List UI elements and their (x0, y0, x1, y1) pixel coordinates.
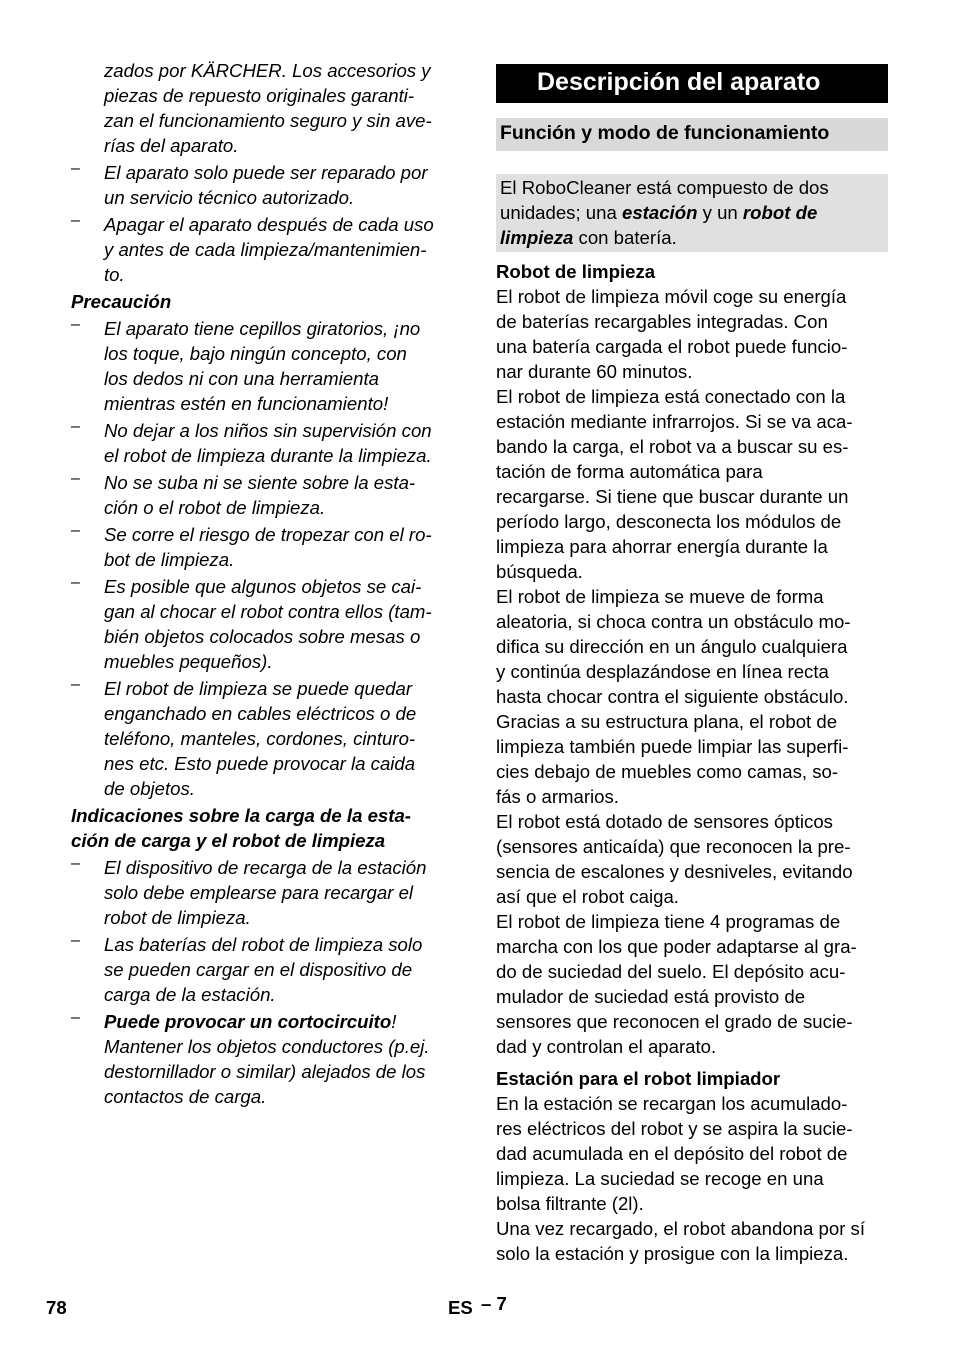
dash-marker: – (71, 316, 80, 333)
text-line: solo debe emplearse para recargar el (104, 882, 414, 903)
list-item (71, 855, 463, 930)
text-line: rías del aparato. (104, 135, 239, 156)
text-line: En la estación se recargan los acumulado- (496, 1093, 848, 1114)
text-line: Una vez recargado, el robot abandona por sí (496, 1218, 866, 1239)
station-paragraphs (496, 1091, 888, 1266)
dash-marker: – (71, 212, 80, 229)
text-line: El robot de limpieza móvil coge su energía (496, 286, 847, 307)
text-line: fás o armarios. (496, 786, 619, 807)
text-line: No se suba ni se siente sobre la esta- (104, 472, 416, 493)
text-line: aleatoria, si choca contra un obstáculo mo- (496, 611, 851, 632)
warning-bold: Puede provocar un cortocircuito (104, 1011, 392, 1032)
text-line: bién objetos colocados sobre mesas o (104, 626, 421, 647)
text-line: destornillador o similar) alejados de los (104, 1061, 426, 1082)
text-line: El aparato tiene cepillos giratorios, ¡no (104, 318, 421, 339)
list-item (71, 418, 463, 468)
text-line: unidades; una estación y un robot de (500, 202, 818, 223)
text-line: bot de limpieza. (104, 549, 235, 570)
dash-marker: – (71, 1009, 80, 1026)
text-line: recargarse. Si tiene que buscar durante un (496, 486, 849, 507)
text-line: (sensores anticaída) que reconocen la pre- (496, 836, 851, 857)
text-line: El dispositivo de recarga de la estación (104, 857, 427, 878)
section-title: Descripción del aparato (496, 64, 888, 103)
text-line: el robot de limpieza durante la limpieza. (104, 445, 432, 466)
dash-marker: – (71, 522, 80, 539)
short-circuit-warning (71, 1009, 463, 1109)
list-item (71, 574, 463, 674)
text-line: estación mediante infrarrojos. Si se va aca- (496, 411, 853, 432)
text-line: No dejar a los niños sin supervisión con (104, 420, 432, 441)
list-item (71, 160, 463, 210)
heading-line: ción de carga y el robot de limpieza (71, 830, 386, 851)
emphasis-limpieza: limpieza (500, 227, 574, 248)
dash-marker: – (71, 418, 80, 435)
station-heading: Estación para el robot limpiador (496, 1068, 781, 1089)
text-line: los dedos ni con una herramienta (104, 368, 379, 389)
dash-marker: – (71, 574, 80, 591)
text-line: Es posible que algunos objetos se cai- (104, 576, 422, 597)
list-item (71, 212, 463, 287)
text-line: período largo, desconecta los módulos de (496, 511, 842, 532)
dash-marker: – (71, 855, 80, 872)
text-line: de objetos. (104, 778, 195, 799)
text-line: ción o el robot de limpieza. (104, 497, 326, 518)
text-line: El robot de limpieza se mueve de forma (496, 586, 824, 607)
text-line: Gracias a su estructura plana, el robot de (496, 711, 838, 732)
text-line: Se corre el riesgo de tropezar con el ro- (104, 524, 432, 545)
warning-excl: ! (391, 1011, 397, 1032)
text-line: El robot está dotado de sensores ópticos (496, 811, 833, 832)
footer-lang: ES (448, 1297, 473, 1318)
text-line: El robot de limpieza está conectado con la (496, 386, 846, 407)
text-line: se pueden cargar en el dispositivo de (104, 959, 413, 980)
text-line: solo la estación y prosigue con la limpieza. (496, 1243, 849, 1264)
text-line: Apagar el aparato después de cada uso (104, 214, 434, 235)
text-line: sencia de escalones y desniveles, evitando (496, 861, 853, 882)
text-line: carga de la estación. (104, 984, 276, 1005)
text-line: tación de forma automática para (496, 461, 763, 482)
text-line: res eléctricos del robot y se aspira la sucie- (496, 1118, 853, 1139)
text-line: contactos de carga. (104, 1086, 267, 1107)
text-line: bando la carga, el robot va a buscar su es- (496, 436, 849, 457)
text-line: y antes de cada limpieza/mantenimien- (104, 239, 427, 260)
dash-marker: – (71, 932, 80, 949)
precaucion-heading: Precaución (71, 291, 172, 312)
text-line: teléfono, manteles, cordones, cinturo- (104, 728, 416, 749)
robot-heading: Robot de limpieza (496, 261, 656, 282)
text-line: sensores que reconocen el grado de sucie- (496, 1011, 853, 1032)
text-line: limpieza. La suciedad se recoge en una (496, 1168, 824, 1189)
text-line: limpieza con batería. (500, 227, 677, 248)
text-line: muebles pequeños). (104, 651, 273, 672)
right-column (496, 58, 888, 1266)
text-line: de baterías recargables integradas. Con (496, 311, 828, 332)
text-line: nar durante 60 minutos. (496, 361, 693, 382)
text-line: zan el funcionamiento seguro y sin ave- (104, 110, 432, 131)
text-line: cies debajo de muebles como camas, so- (496, 761, 839, 782)
text-line: y continúa desplazándose en línea recta (496, 661, 829, 682)
left-column (71, 58, 463, 1109)
list-item (71, 676, 463, 801)
text-line: limpieza también puede limpiar las superfi- (496, 736, 849, 757)
text-line: dad y controlan el aparato. (496, 1036, 717, 1057)
emphasis-estacion: estación (622, 202, 698, 223)
section-subtitle: Función y modo de funcionamiento (496, 118, 888, 151)
text-line: mulador de suciedad está provisto de (496, 986, 806, 1007)
text-line: nes etc. Esto puede provocar la caida (104, 753, 416, 774)
text-line: Las baterías del robot de limpieza solo (104, 934, 423, 955)
text-line: un servicio técnico autorizado. (104, 187, 355, 208)
text-line: zados por KÄRCHER. Los accesorios y (104, 60, 431, 81)
heading-line: Indicaciones sobre la carga de la esta- (71, 805, 411, 826)
text-line: marcha con los que poder adaptarse al gra- (496, 936, 857, 957)
text-line: enganchado en cables eléctricos o de (104, 703, 417, 724)
text-line: do de suciedad del suelo. El depósito acu- (496, 961, 846, 982)
text-line: limpieza para ahorrar energía durante la (496, 536, 828, 557)
text-line: El robot de limpieza tiene 4 programas de (496, 911, 841, 932)
text-line: El RoboCleaner está compuesto de dos (500, 177, 829, 198)
emphasis-robot: robot de (742, 202, 818, 223)
intro-paragraph (71, 58, 463, 158)
text-line: bolsa filtrante (2l). (496, 1193, 644, 1214)
text-line: una batería cargada el robot puede funcio- (496, 336, 848, 357)
info-box (496, 174, 888, 252)
page-number: 78 (46, 1297, 67, 1318)
robot-paragraphs (496, 284, 888, 1059)
text-line: así que el robot caiga. (496, 886, 679, 907)
text-line: robot de limpieza. (104, 907, 251, 928)
footer-section: – 7 (481, 1293, 507, 1314)
text-line: los toque, bajo ningún concepto, con (104, 343, 407, 364)
text-line: difica su dirección en un ángulo cualquiera (496, 636, 848, 657)
text-line: piezas de repuesto originales garanti- (104, 85, 415, 106)
text-line: mientras estén en funcionamiento! (104, 393, 389, 414)
list-item (71, 470, 463, 520)
text-line: búsqueda. (496, 561, 583, 582)
charging-heading (71, 803, 463, 853)
list-item (71, 522, 463, 572)
text-line: El aparato solo puede ser reparado por (104, 162, 428, 183)
dash-marker: – (71, 160, 80, 177)
list-item (71, 932, 463, 1007)
text-line: gan al chocar el robot contra ellos (tam- (104, 601, 432, 622)
text-line: Mantener los objetos conductores (p.ej. (104, 1036, 430, 1057)
text-line: to. (104, 264, 125, 285)
list-item (71, 316, 463, 416)
text-line: dad acumulada en el depósito del robot de (496, 1143, 848, 1164)
dash-marker: – (71, 470, 80, 487)
text-line: hasta chocar contra el siguiente obstáculo. (496, 686, 849, 707)
text-line: El robot de limpieza se puede quedar (104, 678, 413, 699)
dash-marker: – (71, 676, 80, 693)
